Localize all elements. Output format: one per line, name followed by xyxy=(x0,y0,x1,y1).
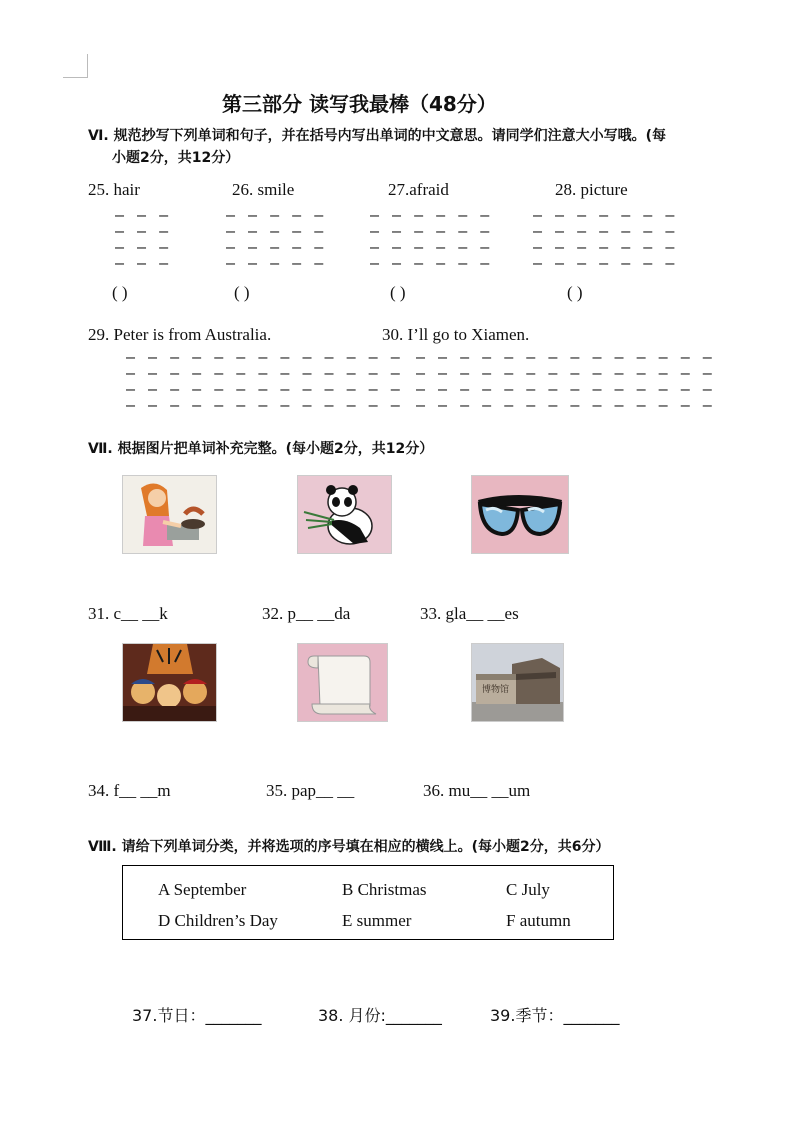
word-25-label: 25. hair xyxy=(88,180,140,199)
sentence-29-copy-lines[interactable]: — — — — — — — — — — — — — — — — — — — — — — — — — — — — — — — — — — — — — — — — — — — — — — — — — — — — xyxy=(126,348,402,414)
option-c: C July xyxy=(506,880,550,899)
question-36: 36. mu__ __um xyxy=(423,781,531,800)
question-33: 33. gla__ __es xyxy=(420,604,519,623)
question-35: 35. pap__ __ xyxy=(266,781,355,800)
blank-37-festivals[interactable]: 37.节日：_______ xyxy=(132,1006,262,1025)
page-corner-mark xyxy=(63,54,88,78)
section6-header-line1: Ⅵ. 规范抄写下列单词和句子，并在括号内写出单词的中文意思。请同学们注意大小写哦。(每 xyxy=(88,128,666,144)
picture-paper-scroll xyxy=(297,643,388,722)
option-a: A September xyxy=(158,880,247,899)
word-28-copy-lines[interactable]: — — — — — — — — — — — — — — — — — — — — — — — — — — — — xyxy=(533,206,677,272)
word-28-meaning-blank[interactable]: ( ) xyxy=(567,283,583,302)
section6-header-line2: 小题2分，共12分） xyxy=(112,150,240,166)
question-34: 34. f__ __m xyxy=(88,781,171,800)
word-25-meaning-blank[interactable]: ( ) xyxy=(112,283,128,302)
page-title: 第三部分 读写我最棒（48分） xyxy=(222,92,497,116)
girl-cooking-icon xyxy=(123,476,216,553)
sentence-30-label: 30. I’ll go to Xiamen. xyxy=(382,325,530,344)
option-e: E summer xyxy=(342,911,412,930)
option-f: F autumn xyxy=(506,911,571,930)
picture-panda xyxy=(297,475,392,554)
section7-header: Ⅶ. 根据图片把单词补充完整。(每小题2分，共12分） xyxy=(88,441,434,457)
option-b: B Christmas xyxy=(342,880,427,899)
film-poster-icon xyxy=(123,644,216,721)
sentence-30-copy-lines[interactable]: — — — — — — — — — — — — — — — — — — — — — — — — — — — — — — — — — — — — — — — — — — — — — — — — — — — — — — — — xyxy=(416,348,714,414)
paper-scroll-icon xyxy=(298,644,387,721)
question-32: 32. p__ __da xyxy=(262,604,351,623)
word-25-copy-lines[interactable]: — — — — — — — — — — — — xyxy=(115,206,171,272)
word-26-meaning-blank[interactable]: ( ) xyxy=(234,283,250,302)
sentence-29-label: 29. Peter is from Australia. xyxy=(88,325,272,344)
blank-38-months[interactable]: 38. 月份:_______ xyxy=(318,1006,442,1025)
museum-building-icon xyxy=(472,644,563,721)
word-26-copy-lines[interactable]: — — — — — — — — — — — — — — — — — — — — xyxy=(226,206,326,272)
word-27-meaning-blank[interactable]: ( ) xyxy=(390,283,406,302)
picture-sunglasses xyxy=(471,475,569,554)
word-27-label: 27.afraid xyxy=(388,180,449,199)
museum-sign-text: 博物馆 xyxy=(482,685,510,695)
option-d: D Children’s Day xyxy=(158,911,278,930)
question-31: 31. c__ __k xyxy=(88,604,168,623)
word-27-copy-lines[interactable]: — — — — — — — — — — — — — — — — — — — — — — — — xyxy=(370,206,492,272)
picture-film-poster xyxy=(122,643,217,722)
blank-39-seasons[interactable]: 39.季节：_______ xyxy=(490,1006,620,1025)
sunglasses-icon xyxy=(472,476,568,553)
picture-girl-cooking xyxy=(122,475,217,554)
section8-header: Ⅷ. 请给下列单词分类，并将选项的序号填在相应的横线上。(每小题2分，共6分） xyxy=(88,839,610,855)
word-26-label: 26. smile xyxy=(232,180,295,199)
panda-icon xyxy=(298,476,391,553)
picture-museum-building xyxy=(471,643,564,722)
word-28-label: 28. picture xyxy=(555,180,628,199)
